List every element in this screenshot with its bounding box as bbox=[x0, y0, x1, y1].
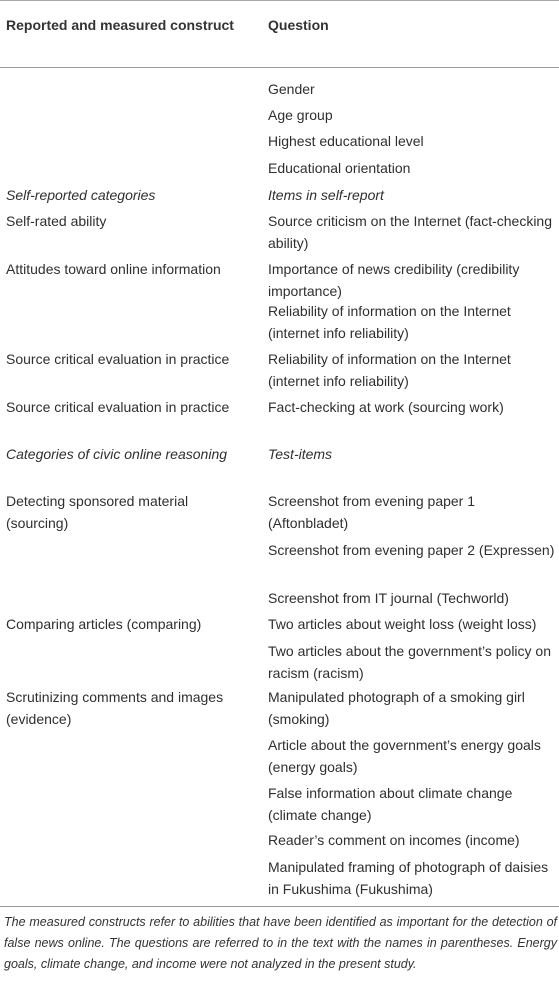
table-cell-question: Importance of news credibility (credibility importance) bbox=[268, 261, 520, 299]
table-cell-question: Screenshot from evening paper 2 (Expressen) bbox=[268, 542, 555, 558]
table-cell-question: Age group bbox=[268, 107, 333, 123]
table-cell-question: Gender bbox=[268, 81, 315, 97]
table-cell-question: Screenshot from IT journal (Techworld) bbox=[268, 590, 509, 606]
table-bottom-rule bbox=[0, 906, 559, 907]
table-cell-construct: Attitudes toward online information bbox=[6, 261, 221, 277]
header-question: Question bbox=[268, 17, 329, 33]
table-cell-question: Two articles about the government’s policy on racism (racism) bbox=[268, 643, 552, 681]
table-cell-question: False information about climate change (climate change) bbox=[268, 785, 513, 823]
table-cell-question: Highest educational level bbox=[268, 133, 424, 149]
section-heading-question: Test-items bbox=[268, 446, 333, 462]
section-heading-construct: Self-reported categories bbox=[6, 187, 156, 203]
table-cell-question: Educational orientation bbox=[268, 160, 411, 176]
table-cell-question: Reader’s comment on incomes (income) bbox=[268, 832, 520, 848]
table-cell-construct: Comparing articles (comparing) bbox=[6, 616, 202, 632]
table-cell-construct: Detecting sponsored material (sourcing) bbox=[6, 493, 189, 531]
table-cell-construct: Scrutinizing comments and images (evidence) bbox=[6, 689, 224, 727]
table-cell-construct: Source critical evaluation in practice bbox=[6, 351, 230, 367]
section-heading-question: Items in self-report bbox=[268, 187, 384, 203]
header-construct: Reported and measured construct bbox=[6, 17, 234, 33]
section-heading-construct: Categories of civic online reasoning bbox=[6, 446, 228, 462]
table-cell-question: Reliability of information on the Internet (internet info reliability) bbox=[268, 303, 511, 341]
table-cell-question: Article about the government’s energy goals (energy goals) bbox=[268, 737, 541, 775]
table-footnote: The measured constructs refer to abilities that have been identified as important for the detection of false news online. The questions are referred to in the text with the names in parentheses. Energy goals, climate change, and income were not analyzed in the present study. bbox=[4, 915, 557, 971]
table-cell-question: Screenshot from evening paper 1 (Aftonbladet) bbox=[268, 493, 476, 531]
table-cell-construct: Source critical evaluation in practice bbox=[6, 399, 230, 415]
table-cell-question: Source criticism on the Internet (fact-checking ability) bbox=[268, 213, 553, 251]
table-cell-construct: Self-rated ability bbox=[6, 213, 107, 229]
table-cell-question: Manipulated photograph of a smoking girl (smoking) bbox=[268, 689, 525, 727]
table-cell-question: Manipulated framing of photograph of daisies in Fukushima (Fukushima) bbox=[268, 859, 549, 897]
table-cell-question: Fact-checking at work (sourcing work) bbox=[268, 399, 504, 415]
table-cell-question: Two articles about weight loss (weight loss) bbox=[268, 616, 537, 632]
table-cell-question: Reliability of information on the Internet (internet info reliability) bbox=[268, 351, 511, 389]
table-header bbox=[0, 0, 559, 68]
